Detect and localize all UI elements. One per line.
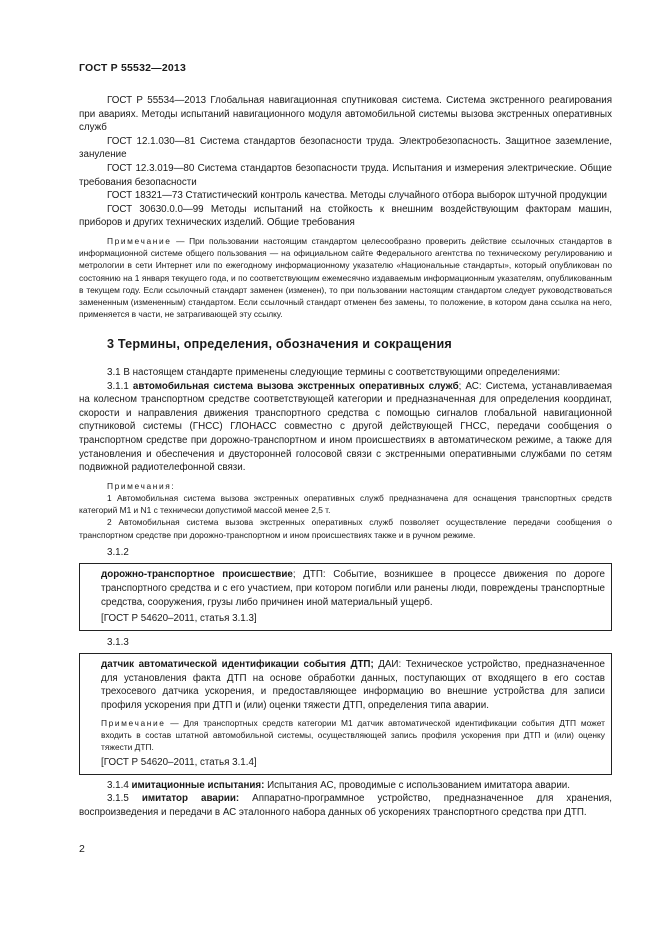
term-name: имитационные испытания: [131, 779, 265, 791]
reference-note [79, 235, 612, 320]
document-body [79, 94, 612, 820]
reference-item: ГОСТ 12.3.019—80 Система стандартов безопасности труда. Испытания и измерения электрические. Общие требования безопасности [79, 162, 612, 188]
term-name: имитатор аварии: [141, 793, 240, 805]
term-definition: ; ДТП: Событие, возникшее в процессе движения по дороге транспортного средства и с его участием, при котором погибли или ранены люди, повреждены транспортные средства, сооружения, грузы либо причинен иной материальный ущерб. [101, 569, 605, 608]
page-number: 2 [79, 843, 85, 855]
term-definition: ДАИ: Техническое устройство, предназначенное для установления факта ДТП на основе обработки данных, поступающих от входящего в его состав трехосевого датчика ускорения, и предоставляющее информацию во внешние устройства для записи профиля ускорения при ДТП и (или) оценки тяжести ДТП, определения типа аварии. [101, 659, 605, 712]
term-name: датчик автоматической идентификации события ДТП; [101, 659, 374, 671]
term-3-1-5 [79, 792, 612, 819]
term-name: дорожно-транспортное происшествие [101, 569, 293, 581]
reference-item: ГОСТ 30630.0.0—99 Методы испытаний на стойкость к внешним воздействующим факторам машин, приборов и других технических изделий. Общие требования [79, 203, 612, 229]
page-header: ГОСТ Р 55532—2013 [79, 62, 187, 74]
section-title: 3 Термины, определения, обозначения и сокращения [107, 337, 452, 352]
term-box-3-1-2 [79, 563, 612, 630]
notes-heading [79, 480, 612, 492]
section-intro: 3.1 В настоящем стандарте применены следующие термины с соответствующими определениями: [107, 366, 561, 378]
reference-item: ГОСТ 18321—73 Статистический контроль качества. Методы случайного отбора выборок штучной продукции [107, 190, 607, 202]
term-definition: Аппаратно-программное устройство, предназначенное для хранения, воспроизведения и передачи в АС эталонного набора данных об ускорениях транспортного средства при ДТП. [79, 793, 612, 819]
source-reference: [ГОСТ Р 54620–2011, статья 3.1.3] [101, 613, 257, 625]
note-item: 2 Автомобильная система вызова экстренных оперативных служб позволяет осуществление передачи сообщения о транспортном средстве при дорожно-транспортном и ином происшествиях также и в ручном режиме. [79, 517, 612, 540]
reference-item: ГОСТ 12.1.030—81 Система стандартов безопасности труда. Электробезопасность. Защитное заземление, зануление [79, 135, 612, 161]
note-lead: Примечание [101, 717, 166, 728]
reference-item: ГОСТ Р 55534—2013 Глобальная навигационная спутниковая система. Система экстренного реагирования при авариях. Методы испытаний навигационного модуля автомобильной системы вызова экстренных оперативных служб [79, 95, 612, 134]
term-number: 3.1.1 [107, 380, 133, 392]
term-number: 3.1.5 [107, 793, 142, 805]
term-number-3-1-3: 3.1.3 [107, 636, 129, 648]
term-3-1-1 [79, 380, 612, 475]
source-reference: [ГОСТ Р 54620–2011, статья 3.1.4] [101, 757, 257, 769]
term-number-3-1-2: 3.1.2 [107, 546, 129, 558]
term-box-3-1-3 [79, 653, 612, 775]
note-text: — При пользовании настоящим стандартом целесообразно проверить действие ссылочных стандартов в информационной системе общего пользования — на официальном сайте Федерального агентства по техническому регулированию и метрологии в сети Интернет или по ежегодному информационному указателю «Национальные стандарты», который опубликован по состоянию на 1 января текущего года, и по соответствующим ежемесячно издаваемым информационным указателям, опубликованным в текущем году. Если ссылочный стандарт заменен (изменен), то при пользовании настоящим стандартом следует руководствоваться замененным (измененным) стандартом. Если ссылочный стандарт отменен без замены, то положение, в котором дана ссылка на него, применяется в части, не затрагивающей эту ссылку. [79, 235, 612, 320]
note-lead: Примечание [107, 235, 172, 246]
term-3-1-2 [101, 568, 605, 609]
term-3-1-3 [101, 658, 605, 712]
term-definition: ; АС: Система, устанавливаемая на колесном транспортном средстве соответствующей категории и предназначенная для определения координат, скорости и направления движения транспортного средства с помощью сигналов глобальной навигационной спутниковой системы (ГНСС) ГЛОНАСС совместно с другой действующей ГНСС, передачи сообщения о транспортном средстве при дорожно-транспортном и ином происшествиях в автоматическом режиме, а также для установления и обеспечения и двусторонней голосовой связи с экстренными оперативными службами по сетям подвижной радиотелефонной связи. [79, 380, 612, 474]
notes-lead: Примечания: [107, 480, 176, 491]
term-definition: Испытания АС, проводимые с использованием имитатора аварии. [264, 779, 570, 791]
term-number: 3.1.4 [107, 779, 132, 791]
note-text: — Для транспортных средств категории М1 датчик автоматической идентификации события ДТП может входить в состав штатной автомобильной системы, осуществляющей запись профиля ускорения при ДТП и (или) оценку тяжести ДТП. [101, 717, 605, 753]
note-item: 1 Автомобильная система вызова экстренных оперативных служб предназначена для оснащения транспортных средств категорий М1 и N1 с технически допустимой массой менее 2,5 т. [79, 492, 612, 516]
term-note [101, 717, 605, 754]
term-3-1-4 [79, 779, 612, 793]
term-name: автомобильная система вызова экстренных оперативных служб [132, 380, 459, 392]
